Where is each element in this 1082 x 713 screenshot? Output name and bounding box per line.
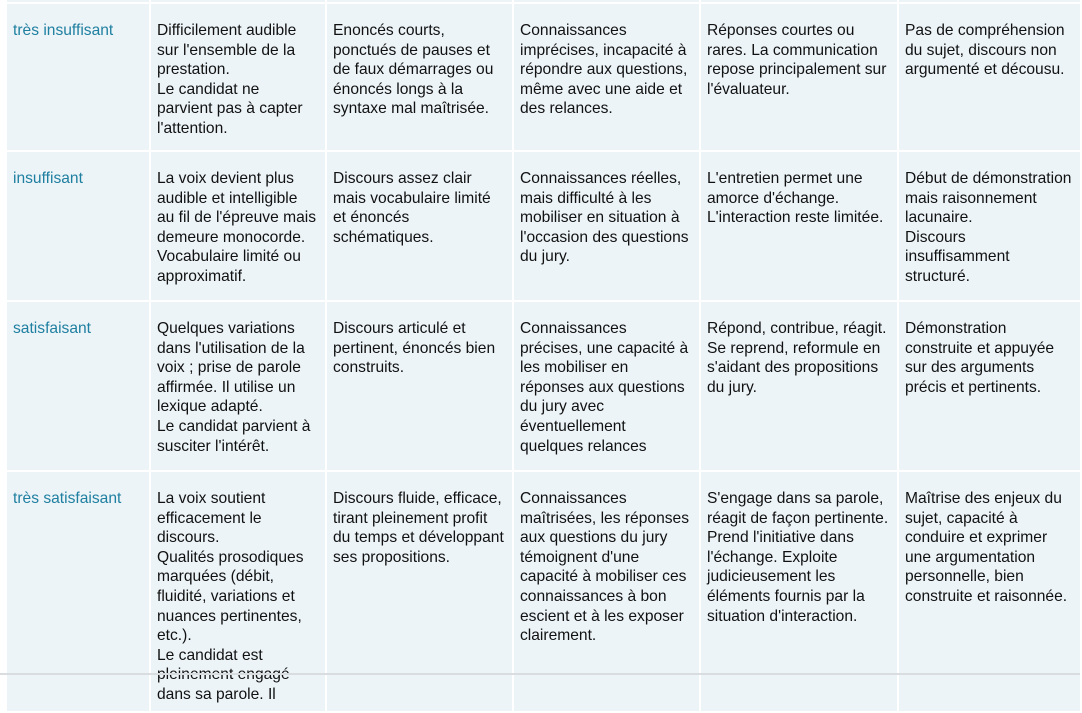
table-cell: Discours articulé et pertinent, énoncés bien construits. [326, 301, 513, 471]
table-row [6, 471, 1081, 712]
table-cell: Difficilement audible sur l'ensemble de la prestation. Le candidat ne parvient pas à capter l'attention. [150, 3, 326, 151]
table-cell: La voix devient plus audible et intelligible au fil de l'épreuve mais demeure monocorde. Vocabulaire limité ou approximatif. [150, 151, 326, 301]
table-cell: Répond, contribue, réagit. Se reprend, reformule en s'aidant des propositions du jury. [700, 301, 898, 471]
table-cell: La voix soutient efficacement le discours. Qualités prosodiques marquées (débit, fluidité, variations et nuances pertinentes, etc.). Le candidat est dans sa parole. Il [150, 471, 326, 712]
table-cell: Quelques variations dans l'utilisation de la voix ; prise de parole affirmée. Il utilise un lexique adapté. Le candidat parvient à susciter l'intérêt. [150, 301, 326, 471]
table-cell: Discours fluide, efficace, tirant pleinement profit du temps et développant ses propositions. [326, 471, 513, 712]
table-cell: Connaissances précises, une capacité à les mobiliser en réponses aux questions du jury avec éventuellement quelques relances [513, 301, 700, 471]
table-cell: Démonstration construite et appuyée sur des arguments précis et pertinents. [898, 301, 1081, 471]
level-label: insuffisant [6, 151, 150, 301]
level-label: très satisfaisant [6, 471, 150, 712]
table-cell: S'engage dans sa parole, réagit de façon pertinente. Prend l'initiative dans l'échange. Exploite judicieusement les éléments fournis par la situation d'interaction. [700, 471, 898, 712]
table-cell: Connaissances maîtrisées, les réponses aux questions du jury témoignent d'une capacité à mobiliser ces connaissances à bon escient et à les exposer clairement. [513, 471, 700, 712]
table-cell: Pas de compréhension du sujet, discours non argumenté et décousu. [898, 3, 1081, 151]
bottom-divider [0, 673, 1080, 675]
table-row [6, 151, 1081, 301]
table-cell: Connaissances réelles, mais difficulté à les mobiliser en situation à l'occasion des questions du jury. [513, 151, 700, 301]
table-row [6, 301, 1081, 471]
level-label: très insuffisant [6, 3, 150, 151]
table-cell: Connaissances imprécises, incapacité à répondre aux questions, même avec une aide et des relances. [513, 3, 700, 151]
evaluation-grid-table [5, 0, 1082, 713]
table-row [6, 3, 1081, 151]
table-cell: Maîtrise des enjeux du sujet, capacité à conduire et exprimer une argumentation personnelle, bien construite et raisonnée. [898, 471, 1081, 712]
table-cell: Réponses courtes ou rares. La communication repose principalement sur l'évaluateur. [700, 3, 898, 151]
table-cell: Discours assez clair mais vocabulaire limité et énoncés schématiques. [326, 151, 513, 301]
table-cell: Début de démonstration mais raisonnement lacunaire. Discours insuffisamment structuré. [898, 151, 1081, 301]
level-label: satisfaisant [6, 301, 150, 471]
table-cell: Enoncés courts, ponctués de pauses et de faux démarrages ou énoncés longs à la syntaxe mal maîtrisée. [326, 3, 513, 151]
table-cell: L'entretien permet une amorce d'échange. L'interaction reste limitée. [700, 151, 898, 301]
